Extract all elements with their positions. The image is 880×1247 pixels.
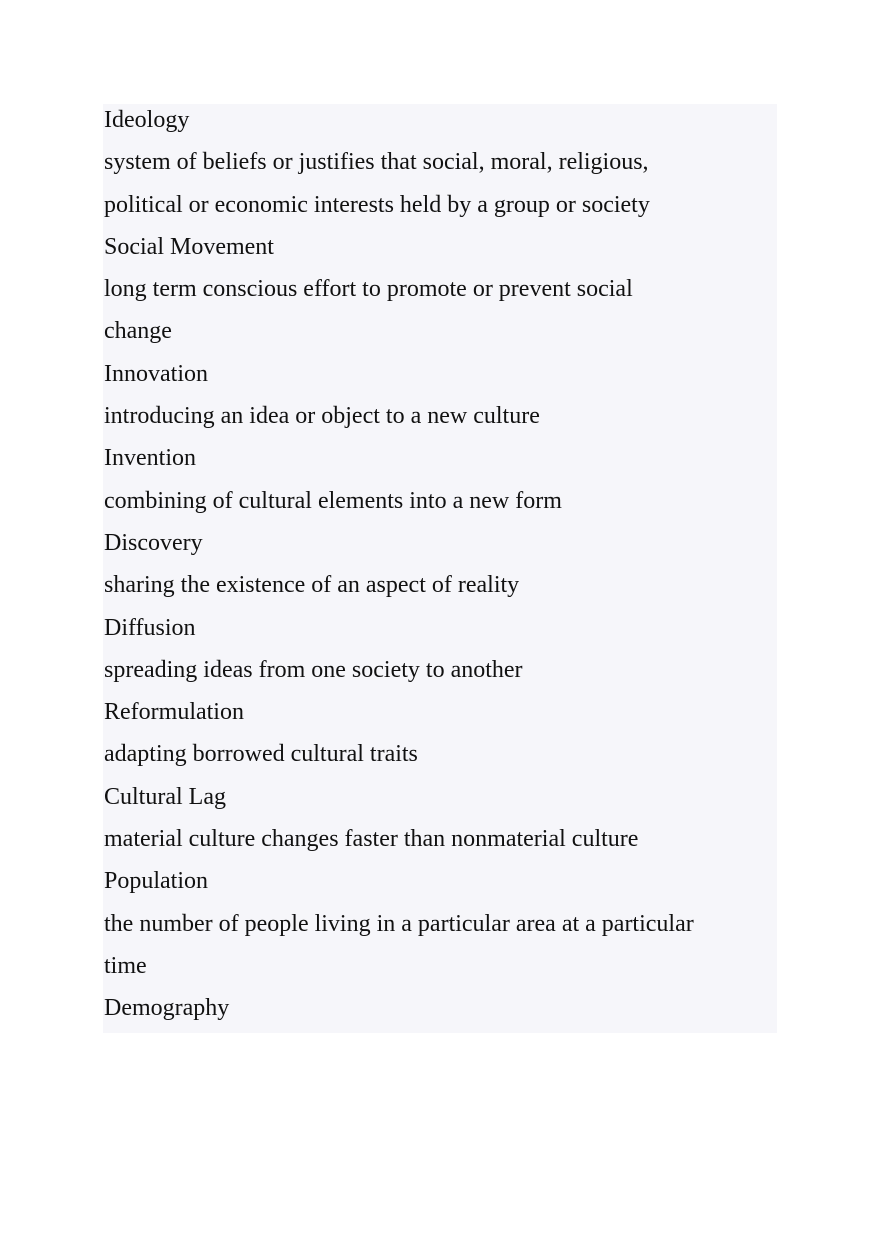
text-line: combining of cultural elements into a new form — [104, 487, 562, 514]
text-line: long term conscious effort to promote or prevent social — [104, 276, 633, 303]
text-line: Cultural Lag — [104, 783, 226, 810]
text-line: time — [104, 952, 147, 979]
text-line: Innovation — [104, 360, 208, 387]
glossary-text — [104, 99, 764, 1030]
text-line: political or economic interests held by a group or society — [104, 191, 650, 218]
text-line: Demography — [104, 995, 230, 1022]
text-line: material culture changes faster than nonmaterial culture — [104, 826, 639, 853]
text-line: Ideology — [104, 107, 190, 133]
text-line: introducing an idea or object to a new culture — [104, 403, 540, 430]
text-line: Diffusion — [104, 614, 196, 641]
text-line: Social Movement — [104, 233, 274, 260]
text-line: adapting borrowed cultural traits — [104, 741, 418, 768]
text-line: spreading ideas from one society to another — [104, 656, 523, 683]
text-line: sharing the existence of an aspect of reality — [104, 572, 520, 599]
text-line: the number of people living in a particular area at a particular — [104, 910, 694, 937]
text-line: system of beliefs or justifies that social, moral, religious, — [104, 149, 649, 176]
text-line: change — [104, 318, 172, 345]
text-line: Discovery — [104, 529, 203, 556]
text-line: Population — [104, 868, 209, 895]
text-line: Invention — [104, 445, 196, 472]
text-line: Reformulation — [104, 699, 244, 726]
